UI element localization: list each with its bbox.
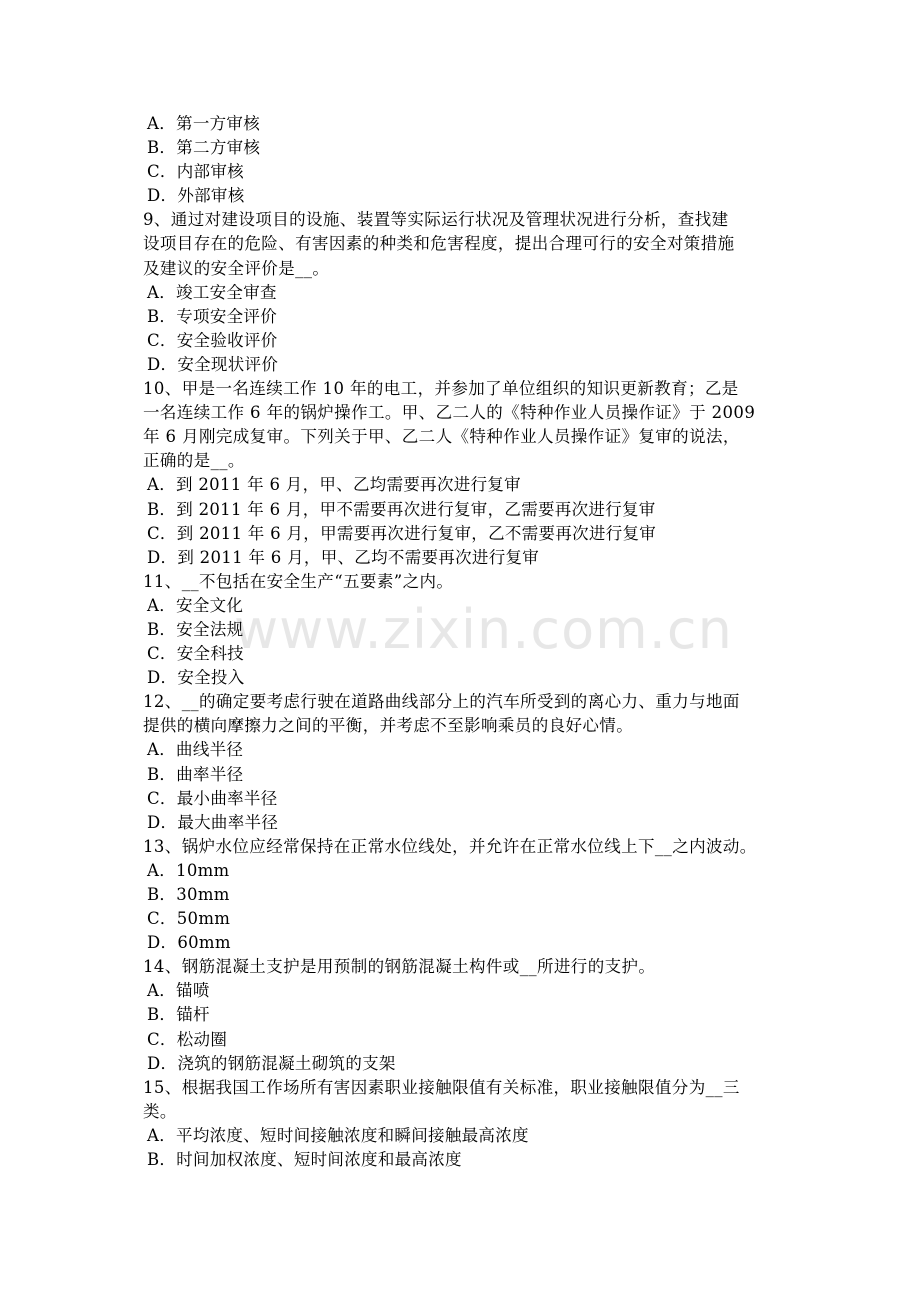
answer-option: C．最小曲率半径 (147, 788, 278, 808)
answer-option: C．安全科技 (147, 644, 244, 664)
question-line: 10、甲是一名连续工作 10 年的电工，并参加了单位组织的知识更新教育；乙是 (143, 379, 739, 399)
answer-option: D．60mm (147, 933, 231, 953)
answer-option: B．锚杆 (147, 1005, 210, 1025)
answer-option: A．第一方审核 (147, 114, 261, 133)
question-line: 14、钢筋混凝土支护是用预制的钢筋混凝土构件或__所进行的支护。 (143, 957, 656, 977)
answer-option: B．专项安全评价 (147, 306, 278, 326)
answer-option: B．时间加权浓度、短时间浓度和最高浓度 (147, 1150, 462, 1170)
answer-option: C．松动圈 (147, 1029, 228, 1049)
option-list (143, 281, 783, 377)
option-list (143, 738, 783, 834)
question-block (143, 835, 783, 955)
question-block (143, 208, 783, 377)
answer-option: B．30mm (147, 885, 230, 904)
option-list (143, 859, 783, 955)
answer-option: C．内部审核 (147, 162, 244, 182)
question-text (143, 208, 783, 280)
question-block (143, 1076, 783, 1172)
question-text (143, 1076, 783, 1124)
answer-option: B．到 2011 年 6 月，甲不需要再次进行复审，乙需要再次进行复审 (147, 499, 656, 519)
option-list (143, 473, 783, 569)
question-block (143, 570, 783, 690)
answer-option: A．锚喷 (147, 981, 210, 1001)
answer-option: A．竣工安全审查 (147, 282, 277, 302)
question-line: 正确的是__。 (143, 451, 245, 471)
answer-option: D．外部审核 (147, 186, 245, 206)
option-list (143, 594, 783, 690)
question-line: 类。 (143, 1101, 177, 1121)
question-line: 提供的横向摩擦力之间的平衡，并考虑不至影响乘员的良好心情。 (143, 716, 634, 736)
question-block (143, 955, 783, 1075)
answer-option: D．安全投入 (147, 668, 245, 688)
answer-option: C．安全验收评价 (147, 330, 278, 350)
question-line: 15、根据我国工作场所有害因素职业接触限值有关标准，职业接触限值分为__三 (143, 1077, 740, 1097)
question-text (143, 835, 783, 859)
option-list (143, 1124, 783, 1172)
answer-option: D．安全现状评价 (147, 354, 279, 374)
question-text (143, 690, 783, 738)
question-block (143, 690, 783, 835)
answer-option: A．到 2011 年 6 月，甲、乙均需要再次进行复审 (147, 475, 521, 495)
question-line: 12、__的确定要考虑行驶在道路曲线部分上的汽车所受到的离心力、重力与地面 (143, 692, 740, 712)
watermark: www.zixin.com.cn (234, 598, 733, 661)
answer-option: D．最大曲率半径 (147, 812, 279, 832)
answer-option: C．到 2011 年 6 月，甲需要再次进行复审，乙不需要再次进行复审 (147, 523, 657, 543)
question-line: 一名连续工作 6 年的锅炉操作工。甲、乙二人的《特种作业人员操作证》于 2009 (143, 403, 756, 423)
question-block (143, 112, 783, 208)
question-line: 及建议的安全评价是__。 (143, 258, 330, 278)
question-text (143, 570, 783, 594)
question-text (143, 377, 783, 473)
answer-option: A．安全文化 (147, 595, 244, 615)
question-line: 9、通过对建设项目的设施、装置等实际运行状况及管理状况进行分析，查找建 (143, 210, 729, 230)
question-line: 年 6 月刚完成复审。下列关于甲、乙二人《特种作业人员操作证》复审的说法， (143, 427, 740, 447)
answer-option: A．曲线半径 (147, 740, 244, 760)
question-block (143, 377, 783, 570)
answer-option: B．安全法规 (147, 619, 244, 639)
question-line: 设项目存在的危险、有害因素的种类和危害程度，提出合理可行的安全对策措施 (143, 234, 735, 254)
question-list (143, 112, 783, 1172)
question-line: 11、__不包括在安全生产“五要素”之内。 (143, 571, 454, 591)
answer-option: B．第二方审核 (147, 138, 261, 158)
question-line: 13、锅炉水位应经常保持在正常水位线处，并允许在正常水位线上下__之内波动。 (143, 836, 757, 856)
answer-option: D．浇筑的钢筋混凝土砌筑的支架 (147, 1053, 396, 1073)
answer-option: C．50mm (147, 909, 231, 929)
question-text (143, 955, 783, 979)
option-list (143, 979, 783, 1075)
answer-option: A．10mm (147, 860, 230, 880)
answer-option: A．平均浓度、短时间接触浓度和瞬间接触最高浓度 (147, 1125, 529, 1145)
answer-option: D．到 2011 年 6 月，甲、乙均不需要再次进行复审 (147, 547, 540, 567)
answer-option: B．曲率半径 (147, 764, 244, 784)
option-list (143, 112, 783, 208)
